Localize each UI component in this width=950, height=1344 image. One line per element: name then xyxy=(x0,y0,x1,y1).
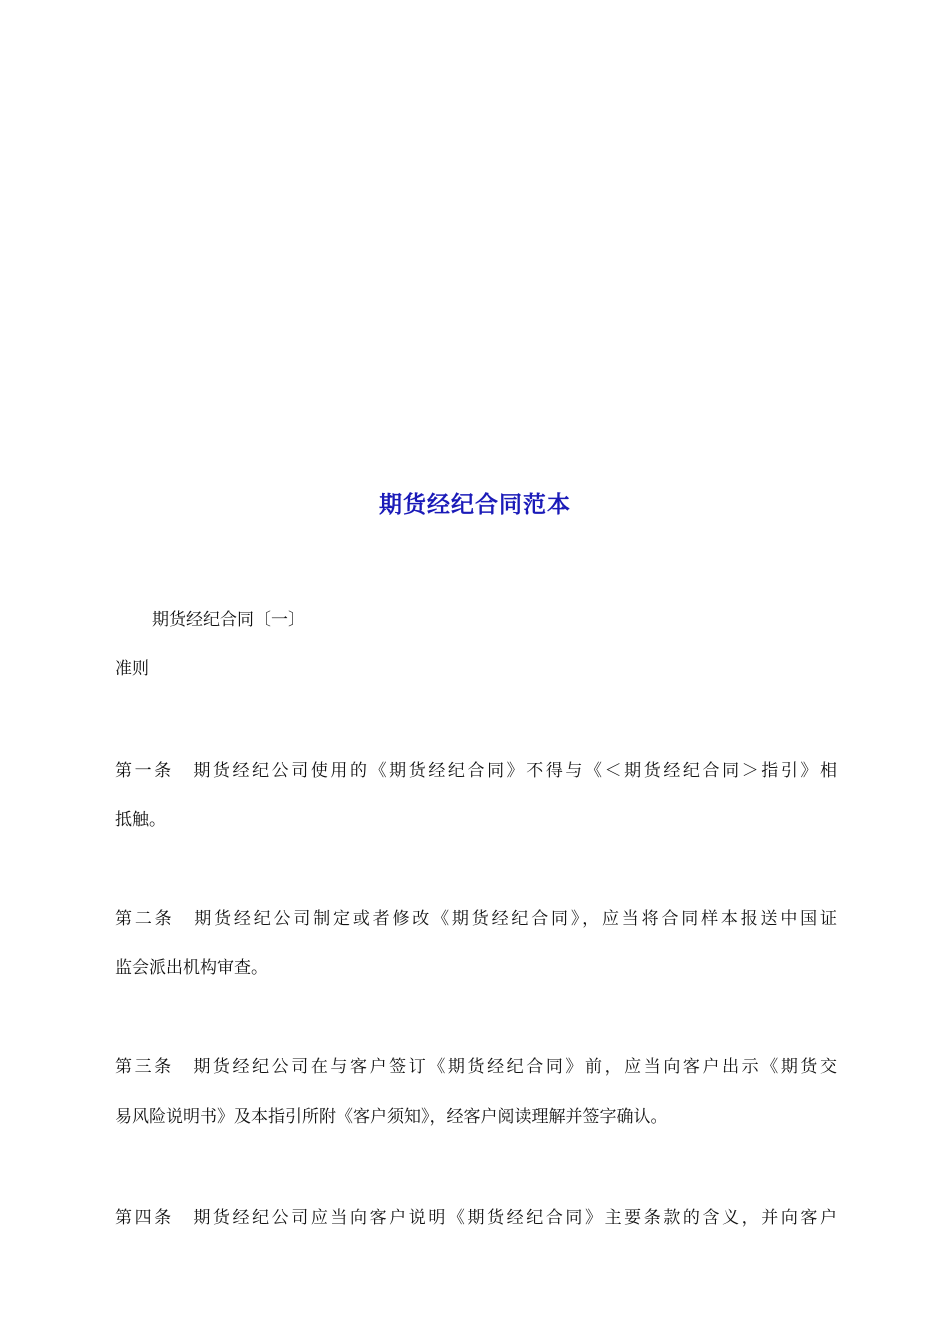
article-2-line-1: 第二条 期货经纪公司制定或者修改《期货经纪合同》，应当将合同样本报送中国证 xyxy=(115,909,837,929)
article-3-line-2: 易风险说明书》及本指引所附《客户须知》，经客户阅读理解并签字确认。 xyxy=(115,1107,668,1127)
article-3-line-1: 第三条 期货经纪公司在与客户签订《期货经纪合同》前，应当向客户出示《期货交 xyxy=(115,1057,837,1077)
document-title: 期货经纪合同范本 xyxy=(379,492,571,518)
article-1-line-1: 第一条 期货经纪公司使用的《期货经纪合同》不得与《＜期货经纪合同＞指引》相 xyxy=(115,761,837,781)
article-2-line-2: 监会派出机构审查。 xyxy=(115,958,268,978)
article-1-line-2: 抵触。 xyxy=(115,810,166,830)
section-heading: 准则 xyxy=(115,659,149,679)
article-4-line-1: 第四条 期货经纪公司应当向客户说明《期货经纪合同》主要条款的含义，并向客户 xyxy=(115,1208,837,1228)
contract-subtitle: 期货经纪合同〔一〕 xyxy=(152,610,305,630)
